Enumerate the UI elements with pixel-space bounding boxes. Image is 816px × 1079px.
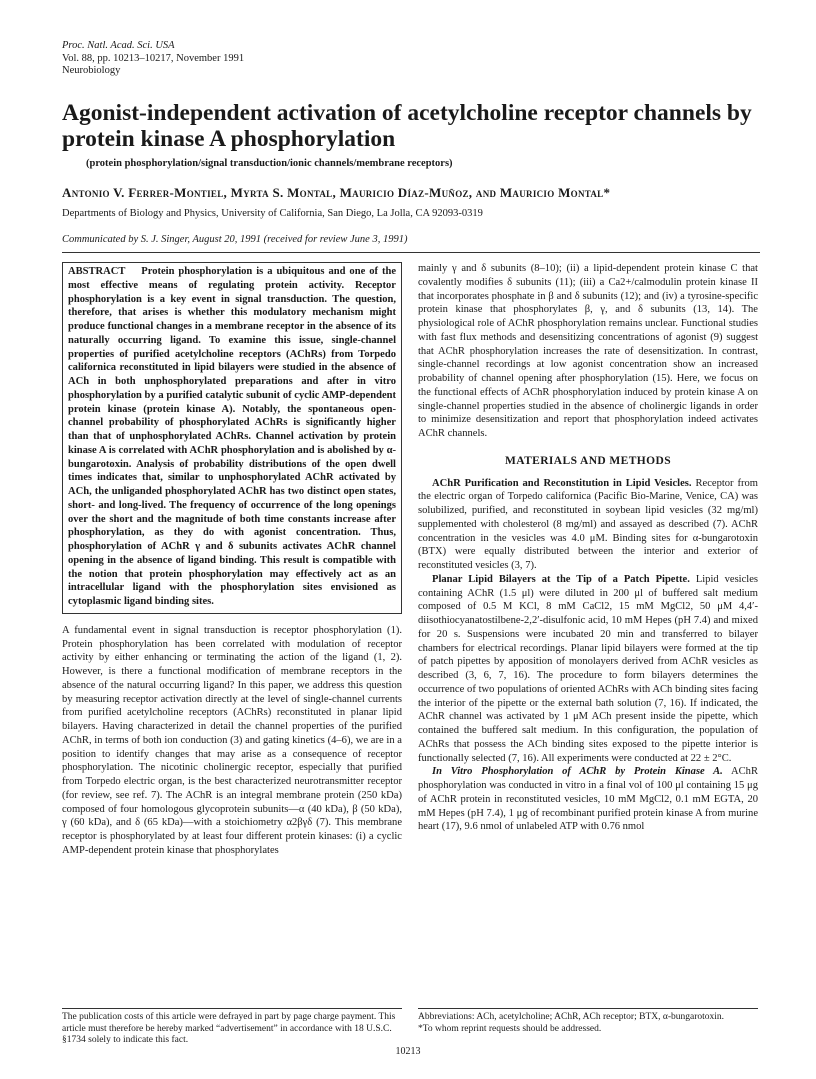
header-divider: [62, 252, 760, 253]
methods-text-1: Receptor from the electric organ of Torpedo californica (Pacific Bio-Marine, Venice, CA) was solubilized, purified, and reconstituted in soybean lipid vesicles (32 mg/ml) supplemented with cholesterol (8 mg/ml) and assayed as described (7). AChR concentration in the vesicles was 4.0 μM. Binding sites for α-bungarotoxin (BTX) were equally distributed between the interior and exterior of reconstituted vesicles (3, 7).: [418, 477, 758, 571]
abbreviations-footnote: Abbreviations: ACh, acetylcholine; AChR, ACh receptor; BTX, α-bungarotoxin.: [418, 1012, 725, 1022]
abstract-text: Protein phosphorylation is a ubiquitous and one of the most effective means of regulating protein activity. Receptor phosphorylation is a key event in signal transduction. The question, therefore, that arises is whether this modulatory mechanism might produce functional changes in a membrane receptor in the absence of its naturally occurring ligand. To examine this issue, single-channel properties of purified acetylcholine receptors (AChRs) from Torpedo californica reconstituted in lipid bilayers were studied in the absence of ACh in both unphosphorylated preparations and after in vitro phosphorylation by a purified catalytic subunit of cyclic AMP-dependent protein kinase (protein kinase A). Notably, the spontaneous open-channel probability of phosphorylated AChRs is significantly higher than that of unphosphorylated AChRs. Channel activation by protein kinase A is correlated with AChR phosphorylation and is abolished by α-bungarotoxin. Analysis of probability distributions of the open dwell times indicates that, similar to unphosphorylated AChR activated by ACh, the unliganded phosphorylated AChR has two distinct open states, short- and long-lived. The frequency of occurrence of the long openings over the short and the magnitude of both time constants increase after phosphorylation, as they do with agonist concentration. Thus, phosphorylation of AChR γ and δ subunits activates AChR channel opening in the absence of ligand binding. This result is compatible with the notion that protein phosphorylation may effectively act as an intracellular ligand with the phosphorylation sites envisioned as cytoplasmic ligand binding sites.: [68, 266, 397, 607]
run-head-bilayers: Planar Lipid Bilayers at the Tip of a Patch Pipette.: [432, 573, 690, 585]
methods-paragraph-3: [418, 765, 758, 834]
journal-name: Proc. Natl. Acad. Sci. USA: [62, 40, 175, 51]
run-head-purification: AChR Purification and Reconstitution in Lipid Vesicles.: [432, 477, 692, 489]
journal-volume: Vol. 88, pp. 10213–10217, November 1991: [62, 52, 245, 64]
intro-paragraph: A fundamental event in signal transduction is receptor phosphorylation (1). Protein phosphorylation has been correlated with modulation of receptor activity by either enhancing or terminating the action of the ligand (1, 2). However, is there a functional modification of membrane receptors in the absence of the natural occurring ligand? In this paper, we address this question by measuring receptor activation directly at the level of single-channel currents from purified acetylcholine receptors (AChRs) reconstituted in planar lipid bilayers. Having characterized in detail the channel properties of the purified AChR, in terms of both ion conduction (3) and gating kinetics (4–6), we are in a position to identify changes that may arise as a consequence of receptor phosphorylation. The nicotinic cholinergic receptor, especially that purified from Torpedo electric organ, is the best characterized neurotransmitter receptor (for review, see ref. 7). The AChR is an integral membrane protein (250 kDa) composed of four homologous glycoprotein subunits—α (40 kDa), β (50 kDa), γ (60 kDa), and δ (65 kDa)—with a stoichiometry α2βγδ (7). This membrane receptor is phosphorylated by at least four different protein kinases: (i) a cyclic AMP-dependent protein kinase that phosphorylates: [62, 624, 402, 856]
authors: Antonio V. Ferrer-Montiel, Myrta S. Montal, Mauricio Díaz-Muñoz, and Mauricio Montal*: [62, 185, 611, 200]
methods-paragraph-1: [418, 477, 758, 573]
right-column: [418, 262, 758, 834]
journal-header: [62, 40, 244, 78]
abstract-label: ABSTRACT: [68, 266, 126, 277]
left-column: [62, 262, 402, 858]
charge-footnote: The publication costs of this article were defrayed in part by page charge payment. This article must therefore be hereby marked “advertisement” in accordance with 18 U.S.C. §1734 solely to indicate this fact.: [62, 1008, 402, 1047]
abstract-paragraph: [68, 265, 396, 609]
intro-section: [62, 624, 402, 858]
right-footnotes: [418, 1008, 758, 1035]
journal-section: Neurobiology: [62, 65, 121, 76]
methods-paragraph-2: [418, 573, 758, 766]
article-title: Agonist-independent activation of acetylcholine receptor channels by protein kinase A phosphorylation: [62, 100, 752, 152]
intro-paragraph-continued: mainly γ and δ subunits (8–10); (ii) a lipid-dependent protein kinase C that covalently modifies δ subunits (11); (iii) a Ca2+/calmodulin protein kinase II that incorporates phosphate in β and δ subunits (12); and (iv) a tyrosine-specific protein kinase that phosphorylates β, γ, and δ subunits (13, 14). The physiological role of AChR phosphorylation remains unclear. Functional studies with fast flux methods and desensitizing concentrations of agonist (9) suggest that AChR phosphorylation increases the rate of desensitization. In contrast, single-channel recordings at low agonist concentration show an increased probability of channel opening after phosphorylation (15). Here, we focus on the functional effects of AChR phosphorylation induced by protein kinase A on single-channel properties studied in the absence of cholinergic ligands in order to minimize desensitization and report that phosphorylation indeed activates AChR channels.: [418, 263, 758, 439]
run-head-phosphorylation: In Vitro Phosphorylation of AChR by Protein Kinase A.: [432, 766, 723, 778]
methods-text-2: Lipid vesicles containing AChR (1.5 μl) were diluted in 200 μl of buffered salt medium composed of 0.5 M KCl, 8 mM CaCl2, 15 mM MgCl2, 50 μM 4,4′-diisothiocyanatostilbene-2,2′-disulfonic acid, 10 mM Hepes (pH 7.4) and mixed for 20 s. Suspensions were incubated 20 min and transferred to bilayer chambers for electrical recordings. Planar lipid bilayers were formed at the tip of patch pipettes by apposition of monolayers derived from AChR vesicles as described (3, 6, 7, 16). The procedure to form bilayers determines the occurrence of two populations of oriented AChRs with ACh binding sites facing the interior of the pipette or the external bath solution (7, 16). If indicated, the AChR channel was activated by 1 μM ACh present inside the pipette, which contained the buffered salt medium. In this configuration, the population of AChRs that possess the ACh binding sites exposed to the pipette interior is functionally selected (7, 16). All experiments were conducted at 22 ± 2°C.: [418, 573, 759, 764]
affiliation: Departments of Biology and Physics, University of California, San Diego, La Jolla, CA 92093-0319: [62, 208, 483, 219]
communicated-line: Communicated by S. J. Singer, August 20, 1991 (received for review June 3, 1991): [62, 234, 408, 245]
methods-text-3: AChR phosphorylation was conducted in vitro in a final vol of 100 μl containing 15 μg of AChR protein in reconstituted vesicles, 10 mM MgCl2, 0.1 mM EGTA, 20 mM Hepes (pH 7.4), 1 μg of recombinant purified protein kinase A from murine heart (17), 9.6 nmol of unlabeled ATP with 0.76 nmol: [418, 766, 758, 833]
abstract-box: [62, 262, 402, 614]
reprint-footnote: *To whom reprint requests should be addressed.: [418, 1023, 602, 1034]
keywords: (protein phosphorylation/signal transduction/ionic channels/membrane receptors): [86, 158, 453, 169]
methods-heading: MATERIALS AND METHODS: [504, 454, 671, 467]
page-number: 10213: [395, 1046, 421, 1057]
